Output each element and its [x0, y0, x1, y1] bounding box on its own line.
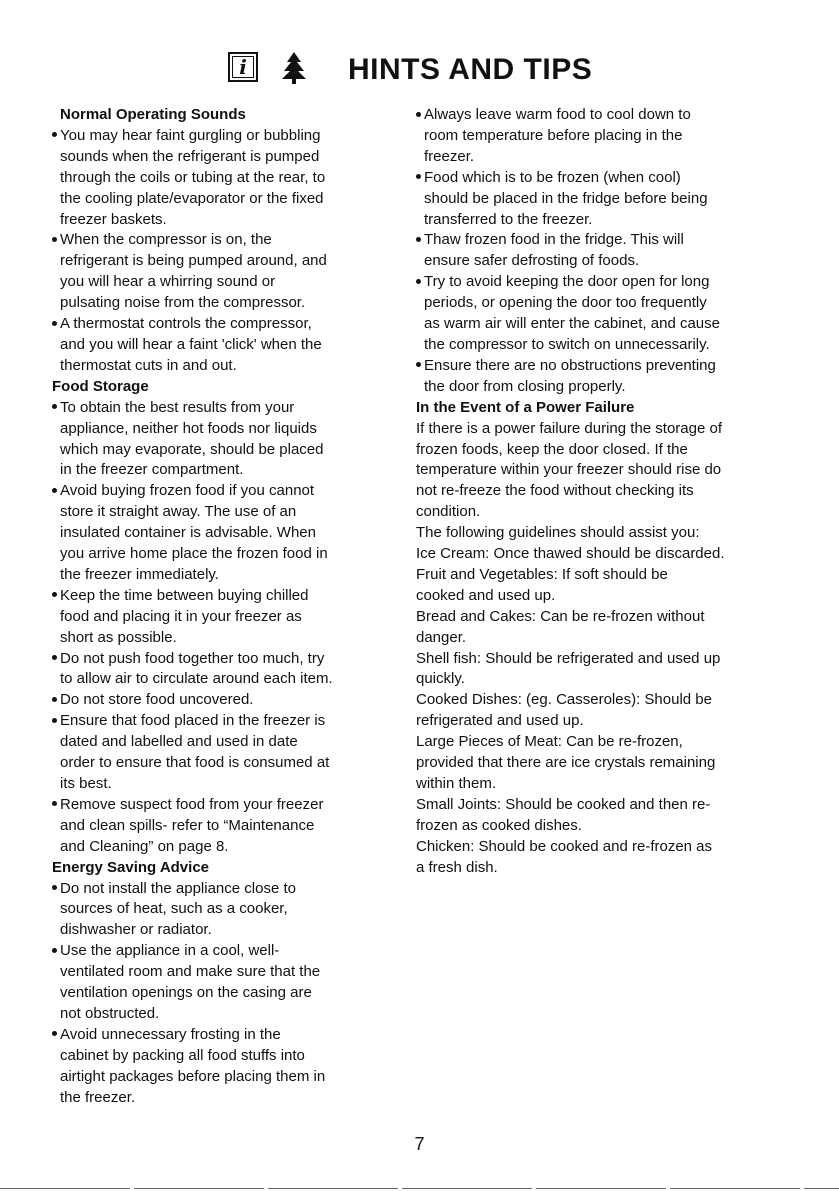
- page-number: 7: [414, 1134, 425, 1154]
- bullet-text: Do not push food together too much, try: [60, 649, 325, 667]
- bullet-text: Try to avoid keeping the door open for long: [424, 273, 710, 291]
- bullet-icon: [52, 481, 60, 502]
- right-paragraph-line: [416, 816, 796, 837]
- paragraph-text: Large Pieces of Meat: Can be re-frozen,: [416, 733, 683, 751]
- left-text-line: [52, 607, 397, 628]
- paragraph-text: Cooked Dishes: (eg. Casseroles): Should be: [416, 691, 712, 709]
- paragraph-text: within them.: [416, 775, 497, 792]
- right-paragraph-line: [416, 607, 796, 628]
- left-text-line: [52, 502, 397, 523]
- left-section-heading: [52, 377, 397, 398]
- text-line: you arrive home place the frozen food in: [60, 545, 328, 563]
- text-line: freezer baskets.: [60, 210, 167, 228]
- text-line: room temperature before placing in the: [424, 126, 683, 144]
- left-text-line: [52, 147, 397, 168]
- right-paragraph-line: [416, 649, 796, 670]
- right-bullet-item: [416, 168, 796, 189]
- page-header: [0, 50, 839, 94]
- left-text-line: [52, 920, 397, 941]
- info-icon: [228, 52, 258, 82]
- right-text-line: [416, 314, 796, 335]
- bullet-icon: [416, 356, 424, 377]
- paragraph-text: Chicken: Should be cooked and re-frozen as: [416, 837, 713, 855]
- text-line: ventilation openings on the casing are: [60, 984, 312, 1002]
- bullet-text: Remove suspect food from your freezer: [60, 795, 324, 813]
- left-text-line: [52, 1004, 397, 1025]
- bullet-icon: [52, 711, 60, 732]
- bullet-icon: [52, 314, 60, 335]
- left-text-line: [52, 753, 397, 774]
- text-line: as warm air will enter the cabinet, and cause: [424, 315, 720, 333]
- left-text-line: [52, 899, 397, 920]
- left-section-heading: [52, 105, 397, 126]
- paragraph-text: Small Joints: Should be cooked and then re-: [416, 795, 711, 813]
- left-bullet-item: [52, 126, 397, 147]
- left-text-line: [52, 816, 397, 837]
- right-text-line: [416, 335, 796, 356]
- right-text-line: [416, 189, 796, 210]
- right-text-line: [416, 147, 796, 168]
- right-text-line: [416, 377, 796, 398]
- right-section-heading: [416, 398, 796, 419]
- left-text-line: [52, 983, 397, 1004]
- text-line: through the coils or tubing at the rear, to: [60, 168, 326, 186]
- bullet-icon: [52, 795, 60, 816]
- text-line: and you will hear a faint 'click' when the: [60, 335, 322, 353]
- right-paragraph-line: [416, 795, 796, 816]
- text-line: thermostat cuts in and out.: [60, 356, 237, 374]
- right-text-line: [416, 210, 796, 231]
- right-paragraph-line: [416, 837, 796, 858]
- paragraph-text: refrigerated and used up.: [416, 712, 584, 730]
- bullet-text: Always leave warm food to cool down to: [424, 106, 691, 123]
- paragraph-text: cooked and used up.: [416, 586, 556, 604]
- paragraph-text: If there is a power failure during the storage of: [416, 419, 723, 437]
- bullet-text: When the compressor is on, the: [60, 231, 272, 249]
- left-text-line: [52, 356, 397, 377]
- left-text-line: [52, 774, 397, 795]
- bullet-icon: [52, 126, 60, 147]
- left-text-line: [52, 210, 397, 231]
- text-line: ventilated room and make sure that the: [60, 963, 321, 981]
- right-paragraph-line: [416, 523, 796, 544]
- left-bullet-item: [52, 398, 397, 419]
- bullet-icon: [52, 230, 60, 251]
- text-line: the freezer immediately.: [60, 565, 219, 583]
- left-text-line: [52, 523, 397, 544]
- paragraph-text: frozen foods, keep the door closed. If the: [416, 440, 688, 458]
- right-bullet-item: [416, 230, 796, 251]
- left-text-line: [52, 565, 397, 586]
- right-paragraph-line: [416, 690, 796, 711]
- text-line: you will hear a whirring sound or: [60, 273, 276, 291]
- bullet-icon: [416, 105, 424, 126]
- right-paragraph-line: [416, 711, 796, 732]
- right-paragraph-line: [416, 502, 796, 523]
- bullet-text: Do not store food uncovered.: [60, 691, 254, 709]
- right-paragraph-line: [416, 586, 796, 607]
- bullet-text: Keep the time between buying chilled: [60, 586, 309, 604]
- bullet-icon: [52, 690, 60, 711]
- text-line: dishwasher or radiator.: [60, 921, 212, 939]
- left-text-line: [52, 732, 397, 753]
- right-paragraph-line: [416, 544, 796, 565]
- bullet-text: To obtain the best results from your: [60, 398, 295, 416]
- section-heading-text: In the Event of a Power Failure: [416, 398, 635, 416]
- info-icon-glyph: i: [239, 55, 247, 79]
- right-bullet-item: [416, 272, 796, 293]
- bullet-icon: [416, 168, 424, 189]
- bullet-text: You may hear faint gurgling or bubbling: [60, 126, 321, 144]
- right-column: [416, 105, 796, 879]
- bullet-text: Avoid unnecessary frosting in the: [60, 1025, 281, 1043]
- text-line: the compressor to switch on unnecessarily.: [424, 335, 710, 353]
- bullet-icon: [52, 586, 60, 607]
- left-text-line: [52, 251, 397, 272]
- text-line: and clean spills- refer to “Maintenance: [60, 816, 315, 834]
- text-line: short as possible.: [60, 628, 177, 646]
- text-line: order to ensure that food is consumed at: [60, 754, 330, 772]
- left-bullet-item: [52, 230, 397, 251]
- left-bullet-item: [52, 711, 397, 732]
- left-text-line: [52, 335, 397, 356]
- text-line: airtight packages before placing them in: [60, 1067, 326, 1085]
- left-text-line: [52, 962, 397, 983]
- left-text-line: [52, 460, 397, 481]
- right-text-line: [416, 293, 796, 314]
- paragraph-text: danger.: [416, 628, 467, 646]
- page-title: HINTS AND TIPS: [348, 53, 593, 86]
- left-bullet-item: [52, 314, 397, 335]
- bullet-icon: [52, 1025, 60, 1046]
- left-text-line: [52, 1067, 397, 1088]
- paragraph-text: quickly.: [416, 670, 465, 688]
- right-paragraph-line: [416, 774, 796, 795]
- text-line: the cooling plate/evaporator or the fixed: [60, 189, 324, 207]
- text-line: should be placed in the fridge before being: [424, 189, 708, 207]
- text-line: in the freezer compartment.: [60, 461, 244, 479]
- text-line: not obstructed.: [60, 1004, 160, 1022]
- left-bullet-item: [52, 879, 397, 900]
- bullet-icon: [52, 649, 60, 670]
- left-text-line: [52, 189, 397, 210]
- bullet-text: Use the appliance in a cool, well-: [60, 942, 280, 960]
- text-line: pulsating noise from the compressor.: [60, 294, 306, 312]
- bullet-text: Thaw frozen food in the fridge. This will: [424, 231, 684, 249]
- bullet-icon: [52, 941, 60, 962]
- left-text-line: [52, 669, 397, 690]
- paragraph-text: Fruit and Vegetables: If soft should be: [416, 565, 668, 583]
- text-line: dated and labelled and used in date: [60, 733, 298, 751]
- text-line: freezer.: [424, 147, 475, 165]
- bullet-text: Do not install the appliance close to: [60, 879, 296, 897]
- left-bullet-item: [52, 586, 397, 607]
- right-paragraph-line: [416, 858, 796, 879]
- right-text-line: [416, 126, 796, 147]
- left-text-line: [52, 544, 397, 565]
- text-line: which may evaporate, should be placed: [60, 440, 324, 458]
- bullet-icon: [416, 272, 424, 293]
- right-paragraph-line: [416, 753, 796, 774]
- right-paragraph-line: [416, 419, 796, 440]
- tree-icon: [282, 52, 306, 84]
- paragraph-text: Bread and Cakes: Can be re-frozen without: [416, 607, 705, 625]
- left-section-heading: [52, 858, 397, 879]
- bullet-icon: [416, 230, 424, 251]
- bullet-text: Ensure there are no obstructions preventing: [424, 356, 716, 374]
- text-line: sounds when the refrigerant is pumped: [60, 147, 320, 165]
- text-line: periods, or opening the door too frequently: [424, 294, 707, 312]
- bullet-text: Food which is to be frozen (when cool): [424, 168, 681, 186]
- right-paragraph-line: [416, 460, 796, 481]
- bottom-rule: [0, 1188, 839, 1189]
- right-bullet-item: [416, 105, 796, 126]
- text-line: ensure safer defrosting of foods.: [424, 252, 640, 270]
- right-paragraph-line: [416, 481, 796, 502]
- left-text-line: [52, 1088, 397, 1109]
- left-bullet-item: [52, 1025, 397, 1046]
- section-heading-text: Normal Operating Sounds: [60, 106, 246, 123]
- text-line: to allow air to circulate around each item.: [60, 670, 333, 688]
- bullet-text: Ensure that food placed in the freezer is: [60, 712, 326, 730]
- text-line: food and placing it in your freezer as: [60, 607, 302, 625]
- left-text-line: [52, 293, 397, 314]
- right-text-line: [416, 251, 796, 272]
- text-line: and Cleaning” on page 8.: [60, 837, 229, 855]
- left-text-line: [52, 440, 397, 461]
- right-paragraph-line: [416, 669, 796, 690]
- paragraph-text: a fresh dish.: [416, 858, 498, 876]
- text-line: the freezer.: [60, 1088, 136, 1106]
- paragraph-text: not re-freeze the food without checking its: [416, 482, 694, 500]
- left-bullet-item: [52, 649, 397, 670]
- bullet-icon: [52, 398, 60, 419]
- text-line: its best.: [60, 775, 112, 792]
- text-line: store it straight away. The use of an: [60, 503, 297, 521]
- text-line: refrigerant is being pumped around, and: [60, 252, 327, 270]
- left-bullet-item: [52, 690, 397, 711]
- left-bullet-item: [52, 941, 397, 962]
- paragraph-text: frozen as cooked dishes.: [416, 816, 582, 834]
- bullet-icon: [52, 879, 60, 900]
- left-column: [52, 105, 397, 1109]
- right-paragraph-line: [416, 440, 796, 461]
- left-text-line: [52, 272, 397, 293]
- left-text-line: [52, 168, 397, 189]
- left-text-line: [52, 628, 397, 649]
- section-heading-text: Food Storage: [52, 377, 149, 395]
- text-line: the door from closing properly.: [424, 377, 626, 395]
- left-text-line: [52, 1046, 397, 1067]
- paragraph-text: condition.: [416, 503, 481, 521]
- left-bullet-item: [52, 795, 397, 816]
- text-line: insulated container is advisable. When: [60, 524, 316, 542]
- section-heading-text: Energy Saving Advice: [52, 858, 210, 876]
- right-bullet-item: [416, 356, 796, 377]
- paragraph-text: The following guidelines should assist you:: [416, 524, 700, 542]
- paragraph-text: Ice Cream: Once thawed should be discarded.: [416, 545, 725, 563]
- left-text-line: [52, 837, 397, 858]
- text-line: appliance, neither hot foods nor liquids: [60, 419, 317, 437]
- bullet-text: A thermostat controls the compressor,: [60, 315, 312, 333]
- left-text-line: [52, 419, 397, 440]
- text-line: sources of heat, such as a cooker,: [60, 900, 288, 918]
- left-bullet-item: [52, 481, 397, 502]
- bullet-text: Avoid buying frozen food if you cannot: [60, 482, 315, 500]
- paragraph-text: provided that there are ice crystals remaining: [416, 754, 716, 772]
- paragraph-text: temperature within your freezer should rise do: [416, 461, 722, 479]
- text-line: cabinet by packing all food stuffs into: [60, 1046, 305, 1064]
- paragraph-text: Shell fish: Should be refrigerated and used up: [416, 649, 721, 667]
- text-line: transferred to the freezer.: [424, 210, 593, 228]
- right-paragraph-line: [416, 732, 796, 753]
- right-paragraph-line: [416, 628, 796, 649]
- right-paragraph-line: [416, 565, 796, 586]
